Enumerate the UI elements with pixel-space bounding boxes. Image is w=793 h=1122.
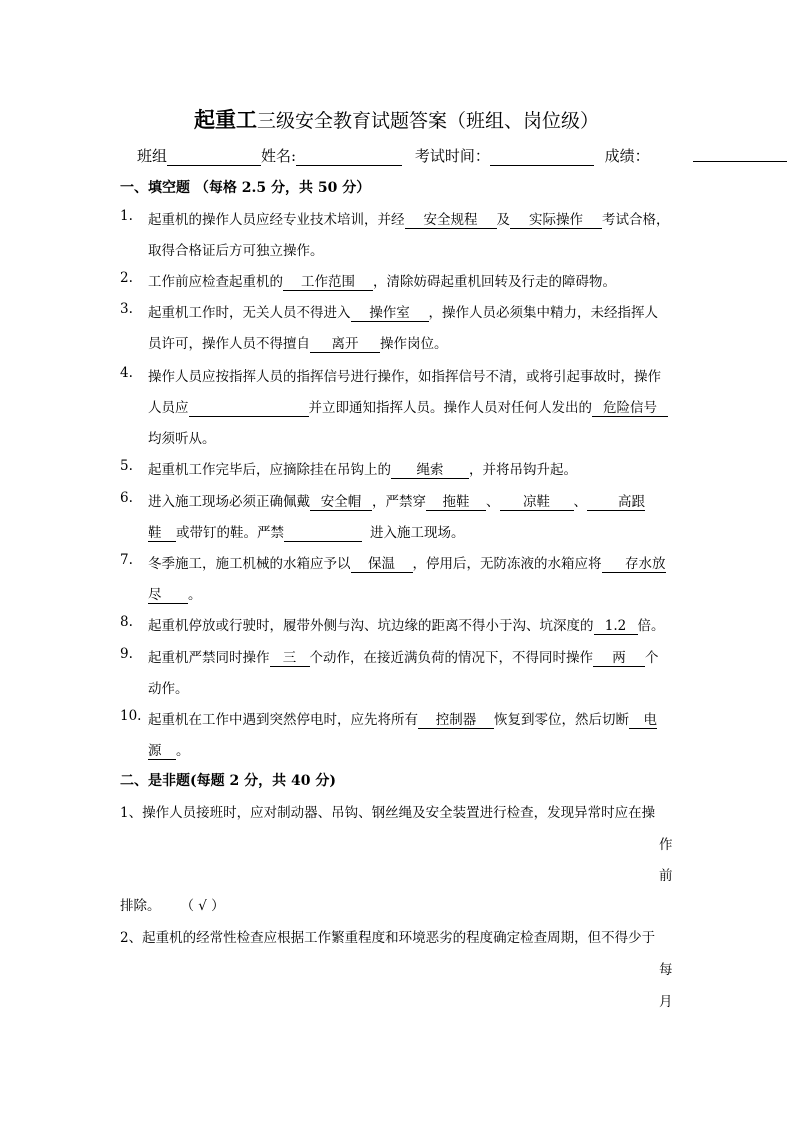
s2-q2-line1: 2、起重机的经常性检查应根据工作繁重程度和环境恶劣的程度确定检查周期，但不得少于 <box>120 930 656 946</box>
q6-text-e: 进入施工现场。 <box>370 525 465 541</box>
s2-q2-char-2: 月 <box>659 994 673 1010</box>
q6-answer-1: 安全帽 <box>310 494 372 511</box>
q2-answer-1: 工作范围 <box>283 274 373 291</box>
s2-q1-char-2: 前 <box>659 868 673 884</box>
q4-line1: 操作人员应按指挥人员的指挥信号进行操作，如指挥信号不清，或将引起事故时，操作 <box>148 369 661 385</box>
q6-sep-2: 、 <box>573 494 587 510</box>
q9-text-a: 起重机严禁同时操作 <box>148 650 270 666</box>
q3-line2 <box>148 332 448 353</box>
q4-line2 <box>148 396 668 417</box>
q3-text-d: 员许可，操作人员不得擅自 <box>148 336 310 352</box>
q4-text-b: 人员应 <box>148 400 189 416</box>
q5-answer-1: 绳索 <box>391 462 469 479</box>
q6-answer-4-cont: 鞋 <box>148 525 176 542</box>
q7-number: 7. <box>120 552 133 568</box>
q6-number: 6. <box>120 490 133 506</box>
q7-answer-1: 保温 <box>351 556 413 573</box>
q8-number: 8. <box>120 614 133 630</box>
q8-answer-1: 1.2 <box>594 618 638 635</box>
q10-text-d: 。 <box>176 743 190 759</box>
q6-text-a: 进入施工现场必须正确佩戴 <box>148 494 310 510</box>
name-label: 姓名: <box>261 147 297 165</box>
q1-text-a: 起重机的操作人员应经专业技术培训，并经 <box>148 212 405 228</box>
s2-q1-end-text: 排除。 <box>120 898 161 914</box>
q10-line2 <box>148 739 190 760</box>
q2-text-a: 工作前应检查起重机的 <box>148 274 283 290</box>
q6-text-c: ，严禁穿 <box>372 494 426 510</box>
q8-text-a: 起重机停放或行驶时，履带外侧与沟、坑边缘的距离不得小于沟、坑深度的 <box>148 618 594 634</box>
q4-line3: 均须听从。 <box>148 431 216 447</box>
header-info <box>137 145 650 166</box>
q8-text-c: 倍。 <box>637 618 665 634</box>
q4-text-c: 并立即通知指挥人员。操作人员对任何人发出的 <box>308 400 592 416</box>
q5-text-a: 起重机工作完毕后，应摘除挂在吊钩上的 <box>148 462 391 478</box>
section1-title: 一、填空题 （每格 2.5 分，共 50 分） <box>120 180 371 196</box>
q9-text-d: 个 <box>645 650 659 666</box>
s2-q1-mark: （ √ ） <box>180 898 225 914</box>
q2-line1 <box>148 270 616 291</box>
q7-answer-2: 存水放 <box>602 556 666 573</box>
q9-answer-1: 三 <box>270 650 310 667</box>
q1-answer-2: 实际操作 <box>510 212 602 229</box>
q6-text-d: 或带钉的鞋。严禁 <box>176 525 284 541</box>
class-label: 班组 <box>137 147 168 165</box>
q9-number: 9. <box>120 646 133 662</box>
q9-line2: 动作。 <box>148 681 189 697</box>
q7-text-c: ，停用后，无防冻液的水箱应将 <box>412 556 602 572</box>
q6-sep-1: 、 <box>486 494 500 510</box>
q9-text-c: 个动作，在接近满负荷的情况下，不得同时操作 <box>309 650 593 666</box>
q1-text-d: 考试合格， <box>602 212 670 228</box>
q8-line1 <box>148 614 665 635</box>
q10-text-c: 恢复到零位，然后切断 <box>494 712 629 728</box>
q7-line1 <box>148 552 666 573</box>
q4-number: 4. <box>120 365 133 381</box>
q6-line2 <box>148 521 465 542</box>
q7-line2 <box>148 583 202 604</box>
name-blank[interactable] <box>296 149 402 166</box>
q6-answer-2: 拖鞋 <box>426 494 486 511</box>
q10-answer-2-cont: 源 <box>148 743 176 760</box>
q3-line1 <box>148 301 658 322</box>
q10-text-a: 起重机在工作中遇到突然停电时，应先将所有 <box>148 712 418 728</box>
q9-line1 <box>148 646 659 667</box>
section2-title: 二、是非题(每题 2 分，共 40 分) <box>120 773 336 789</box>
score-label: 成绩： <box>604 147 650 165</box>
q1-answer-1: 安全规程 <box>405 212 497 229</box>
page-title <box>0 104 793 134</box>
q2-text-c: ，清除妨碍起重机回转及行走的障碍物。 <box>373 274 616 290</box>
q6-answer-3: 凉鞋 <box>500 494 574 511</box>
q2-number: 2. <box>120 270 133 286</box>
title-bold: 起重工 <box>193 107 257 132</box>
q10-line1 <box>148 708 657 729</box>
q7-answer-2-cont: 尽 <box>148 587 188 604</box>
q7-text-a: 冬季施工，施工机械的水箱应予以 <box>148 556 351 572</box>
time-label: 考试时间： <box>414 147 490 165</box>
q3-answer-1: 操作室 <box>351 305 429 322</box>
q1-line2: 取得合格证后方可独立操作。 <box>148 243 324 259</box>
q5-number: 5. <box>120 458 133 474</box>
q4-answer-2: 危险信号 <box>592 400 668 417</box>
q5-line1 <box>148 458 577 479</box>
time-blank[interactable] <box>490 149 594 166</box>
q3-text-a: 起重机工作时，无关人员不得进入 <box>148 305 351 321</box>
q4-answer-blank[interactable] <box>189 400 309 417</box>
s2-q1-line1: 1、操作人员接班时，应对制动器、吊钩、钢丝绳及安全装置进行检查，发现异常时应在操 <box>120 805 656 821</box>
q1-line1 <box>148 208 670 229</box>
q3-text-e: 操作岗位。 <box>380 336 448 352</box>
s2-q2-char-1: 每 <box>659 962 673 978</box>
q1-text-c: 及 <box>496 212 510 228</box>
q3-text-c: ，操作人员必须集中精力，未经指挥人 <box>428 305 658 321</box>
q1-number: 1. <box>120 208 133 224</box>
q9-answer-2: 两 <box>593 650 645 667</box>
q3-number: 3. <box>120 301 133 317</box>
s2-q1-line-end <box>120 894 225 914</box>
q10-answer-1: 控制器 <box>418 712 494 729</box>
q3-answer-2: 离开 <box>310 336 380 353</box>
q7-text-d: 。 <box>188 587 202 603</box>
score-blank[interactable] <box>693 145 787 162</box>
q6-answer-4: 高跟 <box>587 494 645 511</box>
q5-text-c: ，并将吊钩升起。 <box>469 462 577 478</box>
q6-line1 <box>148 490 645 511</box>
q10-number: 10. <box>120 708 142 724</box>
title-rest: 三级安全教育试题答案（班组、岗位级） <box>256 110 599 132</box>
q10-answer-2: 电 <box>629 712 657 729</box>
s2-q1-char-1: 作 <box>659 837 673 853</box>
q6-answer-blank[interactable] <box>284 525 362 542</box>
class-blank[interactable] <box>167 149 261 166</box>
